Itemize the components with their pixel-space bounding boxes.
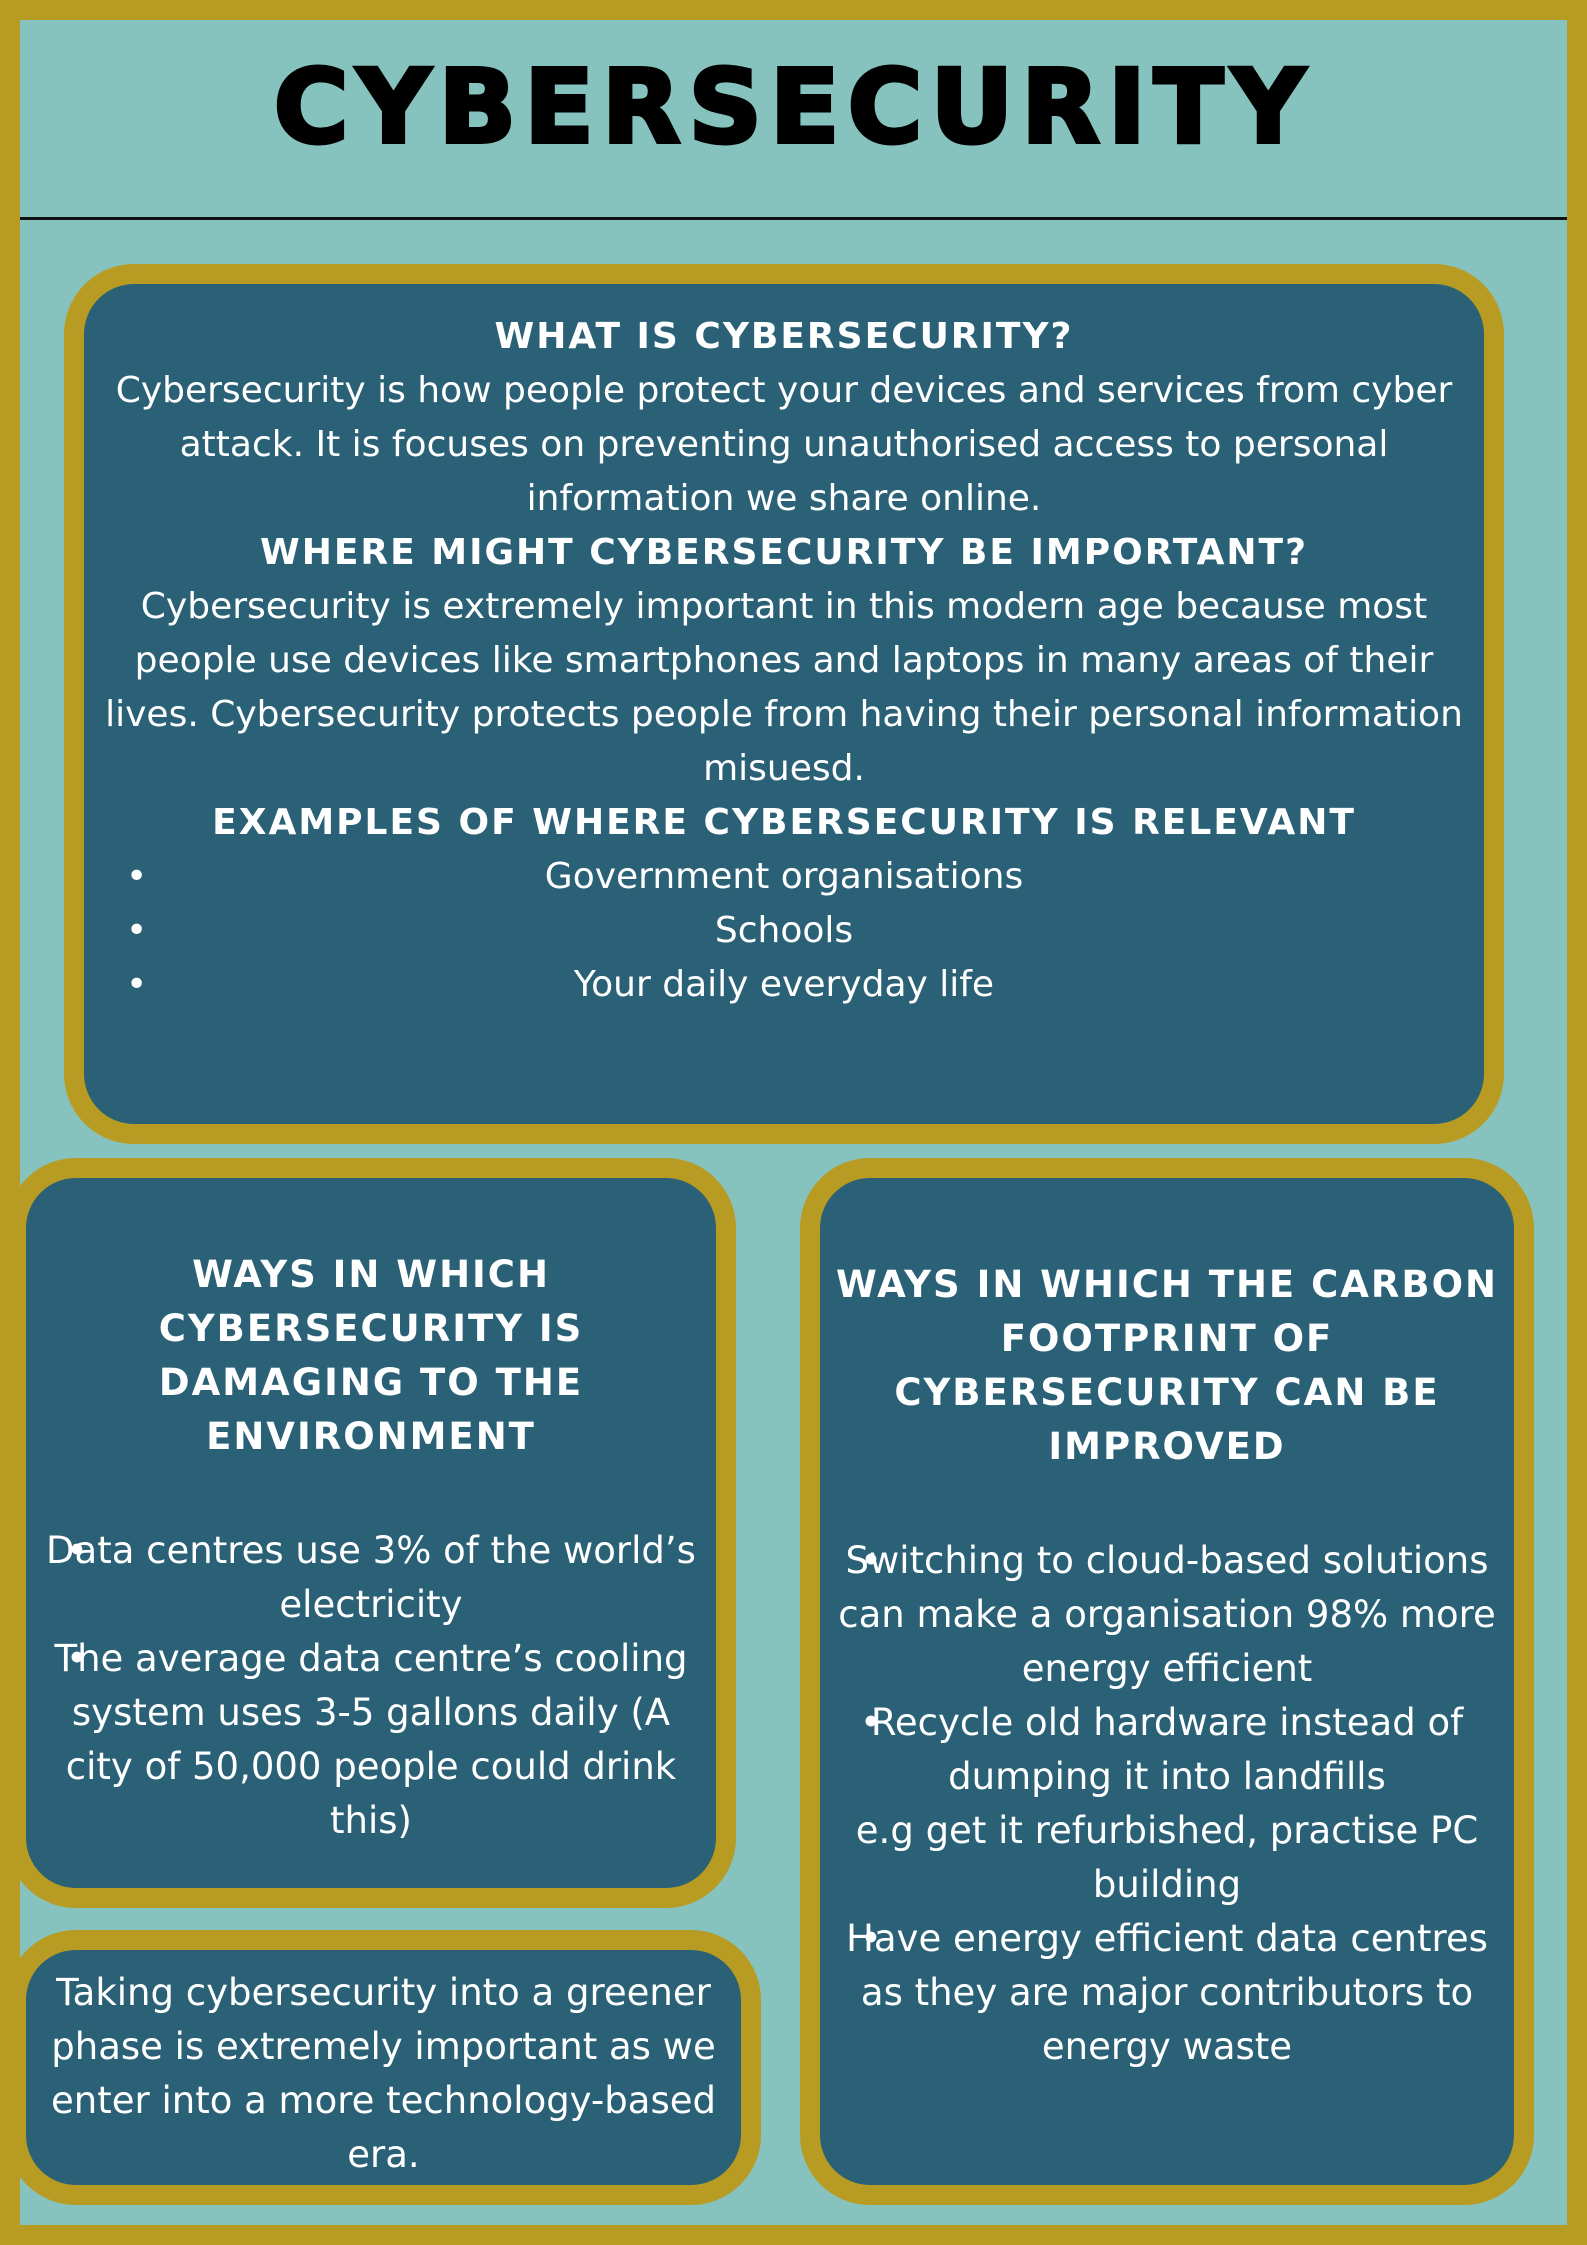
list-item: • Data centres use 3% of the world’s electricity [46,1524,696,1632]
greener-phase-text: Taking cybersecurity into a greener phase is extremely important as we enter into a more technology-based era. [51,1971,716,2176]
damage-list [46,1524,696,1848]
paragraph-definition: Cybersecurity is how people protect your devices and services from cyber attack. It is focuses on preventing unauthorised access to personal information we share online. [115,370,1453,519]
carbon-footprint-box [800,1158,1534,2205]
greener-phase-box [6,1930,761,2205]
list-item: • The average data centre’s cooling system uses 3-5 gallons daily (A city of 50,000 people could drink this) [46,1632,696,1848]
list-item: • Have energy efficient data centres as they are major contributors to energy waste [830,1912,1504,2074]
page-title: CYBERSECURITY [273,48,1314,167]
list-item: • Government organisations [104,850,1464,904]
examples-list [104,850,1464,1012]
list-item: • Recycle old hardware instead of dumping it into landfills [830,1696,1504,1804]
title-divider [20,217,1567,220]
heading-improved: WAYS IN WHICH THE CARBON FOOTPRINT OF CYBERSECURITY CAN BE IMPROVED [836,1263,1498,1468]
improvement-list [830,1534,1504,2074]
heading-where-important: WHERE MIGHT CYBERSECURITY BE IMPORTANT? [259,532,1308,573]
heading-examples: EXAMPLES OF WHERE CYBERSECURITY IS RELEVANT [212,802,1356,843]
list-item: • Your daily everyday life [104,958,1464,1012]
environment-damage-box [6,1158,736,1908]
what-is-cybersecurity-box [64,264,1504,1144]
heading-damaging: WAYS IN WHICH CYBERSECURITY IS DAMAGING TO THE ENVIRONMENT [158,1253,584,1458]
list-item: e.g get it refurbished, practise PC building [855,1809,1479,1906]
list-item: • Switching to cloud-based solutions can make a organisation 98% more energy efficient [830,1534,1504,1696]
list-item: • Schools [104,904,1464,958]
heading-what-is: WHAT IS CYBERSECURITY? [494,316,1074,357]
paragraph-importance: Cybersecurity is extremely important in this modern age because most people use devices like smartphones and laptops in many areas of their lives. Cybersecurity protects people from having their personal information misuesd. [105,586,1463,789]
